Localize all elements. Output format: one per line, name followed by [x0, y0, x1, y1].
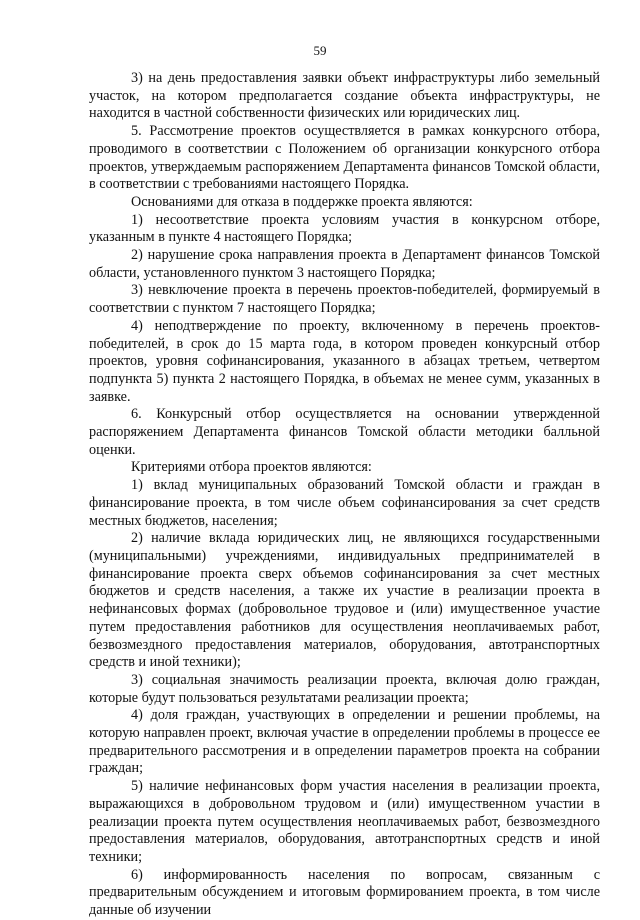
- paragraph-6-competition: 6. Конкурсный отбор осуществляется на основании утвержденной распоряжением Департамента финансов Томской области методики балльной оценки.: [89, 406, 600, 458]
- paragraph-criteria-heading: Критериями отбора проектов являются:: [131, 459, 372, 476]
- page-number: 59: [313, 43, 327, 58]
- list-item-refusal-3: 3) невключение проекта в перечень проектов-победителей, формируемый в соответствии с пунктом 7 настоящего Порядка;: [89, 282, 600, 317]
- list-item-refusal-4: 4) неподтверждение по проекту, включенному в перечень проектов-победителей, в срок до 15 марта года, в котором проведен конкурсный отбор проектов, уровня софинансирования, указанного в абзацах третьем, четвертом подпункта 5) пункта 2 настоящего Порядка, в объемах не менее сумм, указанных в заявке.: [89, 317, 600, 405]
- body-text: [89, 70, 600, 920]
- list-item-refusal-2: 2) нарушение срока направления проекта в Департамент финансов Томской области, установленного пунктом 3 настоящего Порядка;: [89, 247, 600, 281]
- list-item-criterion-3: 3) социальная значимость реализации проекта, включая долю граждан, которые будут пользоваться результатами реализации проекта;: [89, 671, 600, 706]
- list-item-criterion-6: 6) информированность населения по вопросам, связанным с предварительным обсуждением и итоговым формированием проекта, в том числе данные об изучении: [89, 866, 600, 919]
- paragraph-5-review: 5. Рассмотрение проектов осуществляется в рамках конкурсного отбора, проводимого в соответствии с Положением об организации конкурсного отбора проектов, утверждаемым распоряжением Департамента финансов Томской области, в соответствии с требованиями настоящего Порядка.: [89, 123, 600, 193]
- list-item-refusal-1: 1) несоответствие проекта условиям участия в конкурсном отборе, указанным в пункте 4 настоящего Порядка;: [89, 211, 600, 246]
- list-item-criterion-1: 1) вклад муниципальных образований Томской области и граждан в финансирование проекта, в том числе объем софинансирования за счет средств местных бюджетов, населения;: [89, 477, 600, 529]
- paragraph-3-land-plot: 3) на день предоставления заявки объект инфраструктуры либо земельный участок, на котором предполагается создание объекта инфраструктуры, не находится в частной собственности физических или юридических лиц.: [89, 70, 600, 122]
- list-item-criterion-4: 4) доля граждан, участвующих в определении и решении проблемы, на которую направлен проект, включая участие в определении проблемы в процессе ее предварительного рассмотрения и в определении параметров проекта на собрании граждан;: [89, 707, 600, 777]
- paragraph-refusal-grounds-heading: Основаниями для отказа в поддержке проекта являются:: [131, 193, 473, 210]
- list-item-criterion-5: 5) наличие нефинансовых форм участия населения в реализации проекта, выражающихся в добровольном трудовом и (или) имущественном участии в реализации проекта путем осуществления неоплачиваемых работ, безвозмездного предоставления материалов, оборудования, автотранспортных средств и иной техники;: [89, 778, 600, 865]
- list-item-criterion-2: 2) наличие вклада юридических лиц, не являющихся государственными (муниципальными) учреждениями, индивидуальных предпринимателей в финансирование проекта сверх объемов софинансирования за счет местных бюджетов и средств населения, а также их участие в реализации проекта в нефинансовых формах (добровольное трудовое и (или) имущественное участие путем предоставления работников для осуществления неоплачиваемых работ, безвозмездного предоставления материалов, оборудования, автотранспортных средств и иной техники);: [89, 530, 600, 671]
